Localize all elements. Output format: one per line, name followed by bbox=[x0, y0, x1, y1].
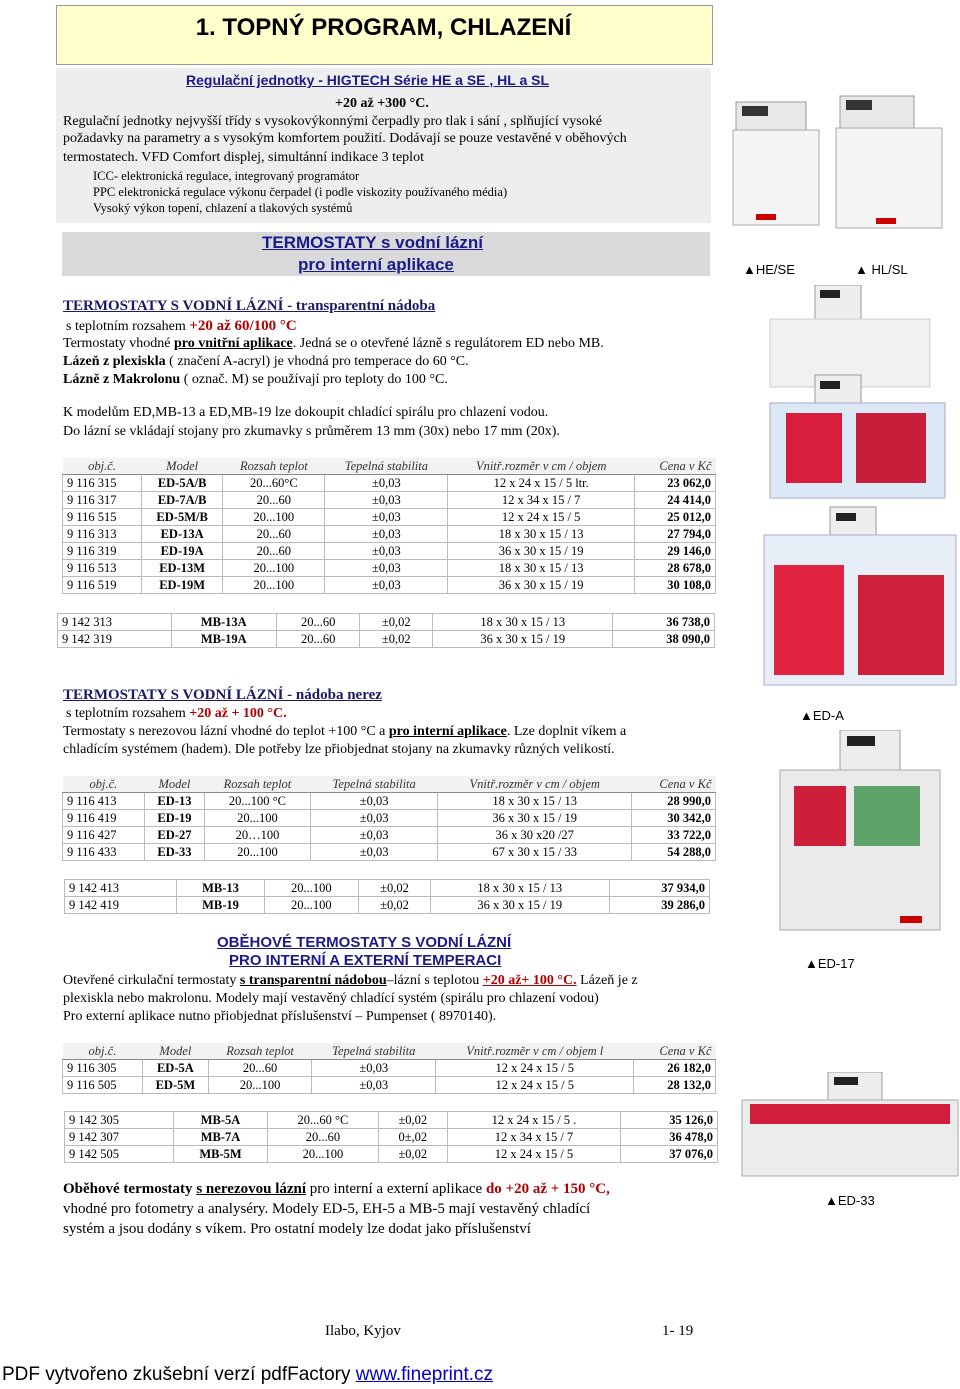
stability-cell: ±0,03 bbox=[325, 492, 448, 509]
dimensions-cell: 36 x 30 x 15 / 19 bbox=[448, 543, 635, 560]
stability-cell: ±0,03 bbox=[325, 526, 448, 543]
dimensions-cell: 18 x 30 x 15 / 13 bbox=[448, 526, 635, 543]
header-cell: Model bbox=[144, 776, 204, 793]
range-cell: 20...60 bbox=[208, 1060, 311, 1077]
label-hl-sl: ▲ HL/SL bbox=[855, 262, 908, 277]
section1-range-line bbox=[66, 318, 297, 335]
footer-company: Ilabo, Kyjov bbox=[325, 1323, 401, 1339]
model-cell: MB-19A bbox=[171, 631, 277, 648]
range-cell: 20...100 bbox=[223, 577, 325, 594]
footer-page: 1- 19 bbox=[662, 1323, 694, 1339]
stability-cell: ±0,02 bbox=[360, 614, 433, 631]
dimensions-cell: 36 x 30 x 15 / 19 bbox=[430, 897, 609, 914]
section4-line-1 bbox=[63, 1181, 610, 1198]
range-value: +20 až + 100 °C. bbox=[189, 706, 287, 721]
text: –lázní s teplotou bbox=[386, 973, 483, 988]
model-cell: ED-5A bbox=[142, 1060, 208, 1077]
price-cell: 28 132,0 bbox=[634, 1077, 716, 1094]
price-table-2b bbox=[64, 879, 710, 914]
table-row bbox=[63, 475, 716, 492]
order-number-cell: 9 116 427 bbox=[63, 827, 145, 844]
intro-bullet-3: Vysoký výkon topení, chlazení a tlakových systémů bbox=[93, 201, 353, 215]
table-row bbox=[63, 1060, 716, 1077]
range-cell: 20...100 bbox=[205, 844, 311, 861]
price-cell: 23 062,0 bbox=[634, 475, 715, 492]
table-row bbox=[63, 492, 716, 509]
table-row bbox=[63, 827, 716, 844]
order-number-cell: 9 116 419 bbox=[63, 810, 145, 827]
model-cell: ED-13A bbox=[141, 526, 222, 543]
intro-bullet-2: PPC elektronická regulace výkonu čerpadel (i podle viskozity používaného média) bbox=[93, 185, 508, 199]
range-value: +20 až 60/100 °C bbox=[189, 318, 297, 334]
dimensions-cell: 12 x 24 x 15 / 5 bbox=[448, 1146, 621, 1163]
price-cell: 26 182,0 bbox=[634, 1060, 716, 1077]
order-number-cell: 9 142 313 bbox=[58, 614, 172, 631]
pdf-notice-text: PDF vytvořeno zkušební verzí pdfFactory bbox=[2, 1364, 356, 1385]
order-number-cell: 9 142 413 bbox=[65, 880, 177, 897]
header-cell: Vnitř.rozměr v cm / objem bbox=[448, 458, 635, 475]
table-row bbox=[63, 543, 716, 560]
text: Otevřené cirkulační termostaty bbox=[63, 973, 240, 988]
model-cell: MB-13A bbox=[171, 614, 277, 631]
section3-heading-1: OBĚHOVÉ TERMOSTATY S VODNÍ LÁZNÍ bbox=[217, 934, 512, 951]
dimensions-cell: 36 x 30 x 15 / 19 bbox=[448, 577, 635, 594]
header-cell: Rozsah teplot bbox=[205, 776, 311, 793]
price-cell: 38 090,0 bbox=[613, 631, 715, 648]
price-cell: 36 738,0 bbox=[613, 614, 715, 631]
table-header-row bbox=[63, 1043, 716, 1060]
header-cell: obj.č. bbox=[63, 776, 145, 793]
section3-line-1 bbox=[63, 973, 638, 989]
product-image-he-hl bbox=[728, 92, 950, 242]
range-cell: 20...60 bbox=[268, 1129, 378, 1146]
model-cell: MB-13 bbox=[177, 880, 264, 897]
price-cell: 30 342,0 bbox=[631, 810, 715, 827]
text-emph: Oběhové termostaty bbox=[63, 1181, 197, 1197]
model-cell: MB-5A bbox=[173, 1112, 268, 1129]
model-cell: ED-19M bbox=[141, 577, 222, 594]
stability-cell: ±0,02 bbox=[359, 880, 431, 897]
range-cell: 20...60 bbox=[223, 492, 325, 509]
product-image-ed-17 bbox=[750, 730, 950, 940]
text-emph: +20 až+ 100 °C. bbox=[482, 973, 577, 988]
dimensions-cell: 18 x 30 x 15 / 13 bbox=[433, 614, 613, 631]
band-line-2: pro interní aplikace bbox=[298, 255, 454, 274]
stability-cell: ±0,03 bbox=[310, 827, 438, 844]
stability-cell: ±0,03 bbox=[312, 1060, 436, 1077]
price-cell: 30 108,0 bbox=[634, 577, 715, 594]
band-line-1: TERMOSTATY s vodní lázní bbox=[262, 233, 484, 252]
model-cell: ED-5M/B bbox=[141, 509, 222, 526]
price-table-2 bbox=[62, 776, 716, 861]
range-cell: 20...60 bbox=[223, 543, 325, 560]
dimensions-cell: 36 x 30 x20 /27 bbox=[438, 827, 632, 844]
price-table-1b bbox=[57, 613, 715, 648]
order-number-cell: 9 116 519 bbox=[63, 577, 142, 594]
table-row bbox=[63, 1077, 716, 1094]
order-number-cell: 9 142 505 bbox=[65, 1146, 174, 1163]
order-number-cell: 9 116 515 bbox=[63, 509, 142, 526]
stability-cell: ±0,03 bbox=[325, 560, 448, 577]
table-row bbox=[63, 793, 716, 810]
stability-cell: ±0,02 bbox=[378, 1146, 448, 1163]
stability-cell: ±0,03 bbox=[310, 844, 438, 861]
section4-line-2: vhodné pro fotometry a analyséry. Modely ED-5, EH-5 a MB-5 mají vestavěný chladící bbox=[63, 1201, 591, 1217]
page-title: 1. TOPNÝ PROGRAM, CHLAZENÍ bbox=[195, 14, 572, 41]
order-number-cell: 9 142 419 bbox=[65, 897, 177, 914]
header-cell: Cena v Kč bbox=[634, 458, 715, 475]
model-cell: ED-27 bbox=[144, 827, 204, 844]
table-header-row bbox=[63, 458, 716, 475]
stability-cell: ±0,03 bbox=[325, 475, 448, 492]
dimensions-cell: 12 x 24 x 15 / 5 bbox=[448, 509, 635, 526]
order-number-cell: 9 116 313 bbox=[63, 526, 142, 543]
header-cell: obj.č. bbox=[63, 458, 142, 475]
pdf-notice bbox=[2, 1364, 493, 1386]
text-emph: Lázně z Makrolonu bbox=[63, 372, 181, 387]
section1-line-2 bbox=[63, 354, 469, 370]
price-cell: 27 794,0 bbox=[634, 526, 715, 543]
order-number-cell: 9 116 305 bbox=[63, 1060, 143, 1077]
text-emph: pro interní aplikace bbox=[388, 724, 507, 739]
stability-cell: ±0,02 bbox=[378, 1112, 448, 1129]
range-cell: 20...100 bbox=[208, 1077, 311, 1094]
model-cell: MB-19 bbox=[177, 897, 264, 914]
header-cell: obj.č. bbox=[63, 1043, 143, 1060]
text-emph: Lázeň z plexiskla bbox=[63, 354, 166, 369]
section1-line-5: Do lázní se vkládají stojany pro zkumavky s průměrem 13 mm (30x) nebo 17 mm (20x). bbox=[63, 424, 560, 439]
table-row bbox=[58, 614, 715, 631]
model-cell: ED-13M bbox=[141, 560, 222, 577]
order-number-cell: 9 116 513 bbox=[63, 560, 142, 577]
intro-heading: Regulační jednotky - HIGTECH Série HE a SE , HL a SL bbox=[186, 72, 550, 88]
text: . Lze doplnit víkem a bbox=[506, 724, 627, 739]
header-cell: Rozsah teplot bbox=[208, 1043, 311, 1060]
intro-bullet-1: ICC- elektronická regulace, integrovaný programátor bbox=[93, 169, 360, 183]
text: Termostaty vhodné bbox=[63, 336, 174, 351]
label-ed-17: ▲ED-17 bbox=[805, 956, 855, 971]
price-table-3b bbox=[64, 1111, 718, 1163]
text-emph: do +20 až + 150 °C, bbox=[485, 1181, 610, 1197]
range-cell: 20...100 bbox=[268, 1146, 378, 1163]
section2-line-1 bbox=[63, 724, 626, 740]
table-row bbox=[65, 897, 710, 914]
table-row bbox=[63, 526, 716, 543]
text: ( značení A-acryl) je vhodná pro temperace do 60 °C. bbox=[165, 354, 469, 369]
dimensions-cell: 18 x 30 x 15 / 13 bbox=[448, 560, 635, 577]
table-row bbox=[63, 509, 716, 526]
label-ed-a: ▲ED-A bbox=[800, 708, 844, 723]
dimensions-cell: 18 x 30 x 15 / 13 bbox=[430, 880, 609, 897]
intro-p3: termostatech. VFD Comfort displej, simultánní indikace 3 teplot bbox=[63, 150, 424, 165]
price-cell: 29 146,0 bbox=[634, 543, 715, 560]
product-image-ed-a bbox=[760, 285, 960, 695]
stability-cell: ±0,03 bbox=[310, 810, 438, 827]
header-cell: Vnitř.rozměr v cm / objem bbox=[438, 776, 632, 793]
text: Termostaty s nerezovou lázní vhodné do teplot +100 °C a bbox=[63, 724, 389, 739]
order-number-cell: 9 142 307 bbox=[65, 1129, 174, 1146]
section2-heading: TERMOSTATY S VODNÍ LÁZNÍ - nádoba nerez bbox=[63, 687, 382, 703]
range-prefix: s teplotním rozsahem bbox=[66, 319, 186, 334]
price-cell: 28 990,0 bbox=[631, 793, 715, 810]
range-cell: 20...100 bbox=[223, 509, 325, 526]
dimensions-cell: 12 x 24 x 15 / 5 ltr. bbox=[448, 475, 635, 492]
intro-p2: požadavky na parametry a s vysokým komfortem použití. Dodávají se pouze vestavěné v oběhových bbox=[63, 131, 627, 146]
range-cell: 20...100 °C bbox=[205, 793, 311, 810]
order-number-cell: 9 142 319 bbox=[58, 631, 172, 648]
model-cell: ED-5M bbox=[142, 1077, 208, 1094]
model-cell: ED-33 bbox=[144, 844, 204, 861]
price-cell: 35 126,0 bbox=[620, 1112, 717, 1129]
header-cell: Rozsah teplot bbox=[223, 458, 325, 475]
table-row bbox=[63, 577, 716, 594]
table-row bbox=[65, 1129, 718, 1146]
table-row bbox=[65, 1146, 718, 1163]
range-cell: 20...60 bbox=[277, 614, 360, 631]
price-cell: 37 934,0 bbox=[609, 880, 710, 897]
dimensions-cell: 12 x 34 x 15 / 7 bbox=[448, 492, 635, 509]
text-emph: s nerezovou lázní bbox=[196, 1181, 307, 1197]
section3-line-3: Pro externí aplikace nutno přiobjednat příslušenství – Pumpenset ( 8970140). bbox=[63, 1009, 497, 1024]
stability-cell: ±0,03 bbox=[312, 1077, 436, 1094]
model-cell: ED-7A/B bbox=[141, 492, 222, 509]
order-number-cell: 9 116 319 bbox=[63, 543, 142, 560]
price-cell: 24 414,0 bbox=[634, 492, 715, 509]
text: . Jedná se o otevřené lázně s regulátorem ED nebo MB. bbox=[292, 336, 604, 351]
header-cell: Tepelná stabilita bbox=[325, 458, 448, 475]
section2-range-line bbox=[66, 706, 287, 722]
header-cell: Model bbox=[142, 1043, 208, 1060]
header-cell: Cena v Kč bbox=[634, 1043, 716, 1060]
price-cell: 33 722,0 bbox=[631, 827, 715, 844]
range-cell: 20...100 bbox=[223, 560, 325, 577]
stability-cell: ±0,02 bbox=[360, 631, 433, 648]
table-row bbox=[63, 810, 716, 827]
price-cell: 39 286,0 bbox=[609, 897, 710, 914]
range-cell: 20...60°C bbox=[223, 475, 325, 492]
stability-cell: ±0,03 bbox=[310, 793, 438, 810]
order-number-cell: 9 116 317 bbox=[63, 492, 142, 509]
dimensions-cell: 12 x 24 x 15 / 5 . bbox=[448, 1112, 621, 1129]
price-cell: 37 076,0 bbox=[620, 1146, 717, 1163]
order-number-cell: 9 116 505 bbox=[63, 1077, 143, 1094]
model-cell: ED-13 bbox=[144, 793, 204, 810]
section3-heading-2: PRO INTERNÍ A EXTERNÍ TEMPERACI bbox=[229, 952, 502, 969]
price-cell: 36 478,0 bbox=[620, 1129, 717, 1146]
order-number-cell: 9 116 413 bbox=[63, 793, 145, 810]
header-cell: Vnitř.rozměr v cm / objem l bbox=[436, 1043, 634, 1060]
stability-cell: ±0,02 bbox=[359, 897, 431, 914]
product-image-ed-33 bbox=[740, 1072, 960, 1182]
table-row bbox=[63, 560, 716, 577]
model-cell: ED-5A/B bbox=[141, 475, 222, 492]
label-ed-33: ▲ED-33 bbox=[825, 1193, 875, 1208]
order-number-cell: 9 116 433 bbox=[63, 844, 145, 861]
price-cell: 54 288,0 bbox=[631, 844, 715, 861]
stability-cell: ±0,03 bbox=[325, 543, 448, 560]
dimensions-cell: 36 x 30 x 15 / 19 bbox=[438, 810, 632, 827]
range-cell: 20...60 bbox=[223, 526, 325, 543]
text-emph: pro vnitřní aplikace bbox=[174, 336, 293, 351]
header-cell: Cena v Kč bbox=[631, 776, 715, 793]
range-cell: 20...60 °C bbox=[268, 1112, 378, 1129]
header-cell: Tepelná stabilita bbox=[312, 1043, 436, 1060]
order-number-cell: 9 116 315 bbox=[63, 475, 142, 492]
price-table-1 bbox=[62, 458, 716, 594]
text: Lázeň je z bbox=[576, 973, 638, 988]
section3-line-2: plexiskla nebo makrolonu. Modely mají vestavěný chladící systém (spirálu pro chlazení vodou) bbox=[63, 991, 599, 1006]
table-row bbox=[58, 631, 715, 648]
text: ( označ. M) se používají pro teploty do 100 °C. bbox=[180, 372, 448, 387]
range-cell: 20...100 bbox=[264, 897, 359, 914]
model-cell: ED-19 bbox=[144, 810, 204, 827]
section1-heading: TERMOSTATY S VODNÍ LÁZNÍ - transparentní nádoba bbox=[63, 298, 436, 314]
price-cell: 28 678,0 bbox=[634, 560, 715, 577]
dimensions-cell: 12 x 34 x 15 / 7 bbox=[448, 1129, 621, 1146]
range-cell: 20...100 bbox=[264, 880, 359, 897]
range-prefix: s teplotním rozsahem bbox=[66, 706, 186, 721]
stability-cell: ±0,03 bbox=[325, 577, 448, 594]
section1-line-4: K modelům ED,MB-13 a ED,MB-19 lze dokoupit chladící spirálu pro chlazení vodou. bbox=[63, 405, 549, 420]
intro-temp: +20 až +300 °C. bbox=[335, 96, 429, 111]
price-cell: 25 012,0 bbox=[634, 509, 715, 526]
intro-p1: Regulační jednotky nejvyšší třídy s vysokovýkonnými čerpadly pro tlak i sání , splňující vysoké bbox=[63, 114, 602, 129]
order-number-cell: 9 142 305 bbox=[65, 1112, 174, 1129]
price-table-3 bbox=[62, 1043, 716, 1094]
label-he-se: ▲HE/SE bbox=[743, 262, 795, 277]
section2-line-2: chladícím systémem (hadem). Dle potřeby lze přiobjednat stojany na zkumavky různých velikostí. bbox=[63, 742, 615, 757]
section4-line-3: systém a jsou dodány s víkem. Pro ostatní modely lze dodat jako příslušenství bbox=[63, 1221, 531, 1237]
stability-cell: ±0,03 bbox=[325, 509, 448, 526]
range-cell: 20...100 bbox=[205, 810, 311, 827]
text-emph: s transparentní nádobou bbox=[239, 973, 387, 988]
table-row bbox=[65, 880, 710, 897]
table-row bbox=[63, 844, 716, 861]
section1-line-3 bbox=[63, 372, 448, 388]
range-cell: 20...60 bbox=[277, 631, 360, 648]
dimensions-cell: 67 x 30 x 15 / 33 bbox=[438, 844, 632, 861]
table-row bbox=[65, 1112, 718, 1129]
model-cell: MB-7A bbox=[173, 1129, 268, 1146]
dimensions-cell: 12 x 24 x 15 / 5 bbox=[436, 1077, 634, 1094]
dimensions-cell: 12 x 24 x 15 / 5 bbox=[436, 1060, 634, 1077]
dimensions-cell: 18 x 30 x 15 / 13 bbox=[438, 793, 632, 810]
stability-cell: 0±,02 bbox=[378, 1129, 448, 1146]
model-cell: ED-19A bbox=[141, 543, 222, 560]
text: pro interní a externí aplikace bbox=[306, 1181, 486, 1197]
section1-line-1 bbox=[63, 336, 604, 352]
header-cell: Model bbox=[141, 458, 222, 475]
dimensions-cell: 36 x 30 x 15 / 19 bbox=[433, 631, 613, 648]
range-cell: 20…100 bbox=[205, 827, 311, 844]
header-cell: Tepelná stabilita bbox=[310, 776, 438, 793]
model-cell: MB-5M bbox=[173, 1146, 268, 1163]
table-header-row bbox=[63, 776, 716, 793]
pdf-link[interactable]: www.fineprint.cz bbox=[355, 1364, 494, 1385]
